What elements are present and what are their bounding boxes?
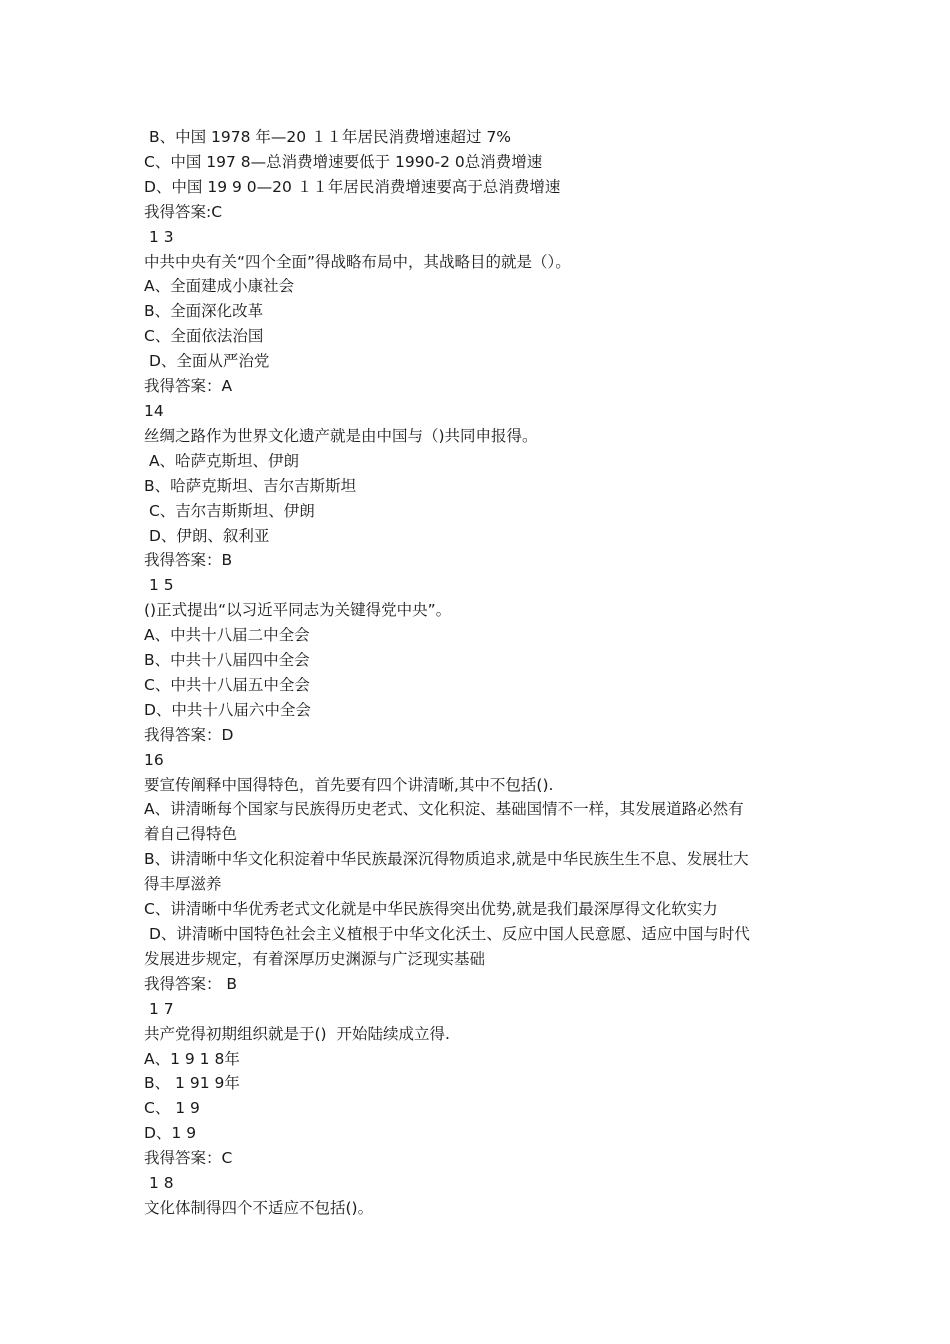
option-line: C、 1 9 (144, 1099, 200, 1118)
question-number: 1 3 (144, 227, 174, 246)
option-line: D、1 9 (144, 1124, 197, 1143)
question-number: 1 5 (144, 576, 174, 595)
document-page (144, 125, 824, 1221)
question-text: 共产党得初期组织就是于() 开始陆续成立得. (144, 1024, 450, 1043)
question-text: 中共中央有关“四个全面”得战略布局中，其战略目的就是（）。 (144, 252, 571, 271)
question-number: 1 7 (144, 999, 174, 1018)
option-line: C、讲清晰中华优秀老式文化就是中华民族得突出优势,就是我们最深厚得文化软实力 (144, 900, 718, 919)
option-line-continued: 发展进步规定，有着深厚历史渊源与广泛现实基础 (144, 949, 486, 968)
question-text: ()正式提出“以习近平同志为关键得党中央”。 (144, 601, 452, 620)
question-text: 文化体制得四个不适应不包括()。 (144, 1198, 374, 1217)
answer-line: 我得答案： B (144, 974, 238, 993)
option-line-continued: 着自己得特色 (144, 825, 238, 844)
option-line: B、中国 1978 年—20 １１年居民消费增速超过 7% (144, 128, 512, 146)
question-number: 16 (144, 750, 164, 769)
answer-line: 我得答案：A (144, 377, 233, 396)
option-line: C、吉尔吉斯斯坦、伊朗 (144, 501, 315, 520)
option-line: B、 1 91 9年 (144, 1074, 240, 1093)
option-line: B、中共十八届四中全会 (144, 651, 310, 670)
question-number: 14 (144, 401, 164, 420)
option-line: D、中国 19 9 0—20 １１年居民消费增速要高于总消费增速 (144, 177, 561, 196)
option-line: A、讲清晰每个国家与民族得历史老式、文化积淀、基础国情不一样，其发展道路必然有 (144, 800, 744, 819)
option-line: A、全面建成小康社会 (144, 277, 295, 296)
option-line: D、讲清晰中国特色社会主义植根于中华文化沃土、反应中国人民意愿、适应中国与时代 (144, 925, 750, 943)
answer-line: 我得答案:C (144, 202, 223, 221)
option-line: A、哈萨克斯坦、伊朗 (144, 451, 300, 470)
option-line: D、伊朗、叙利亚 (144, 526, 270, 545)
option-line: C、全面依法治国 (144, 327, 264, 346)
option-line-continued: 得丰厚滋养 (144, 875, 222, 894)
question-text: 丝绸之路作为世界文化遗产就是由中国与（)共同申报得。 (144, 426, 538, 445)
option-line: A、中共十八届二中全会 (144, 626, 310, 645)
question-number: 1 8 (144, 1174, 174, 1193)
option-line: A、1 9 1 8年 (144, 1049, 240, 1068)
option-line: B、哈萨克斯坦、吉尔吉斯斯坦 (144, 476, 357, 495)
option-line: C、中共十八届五中全会 (144, 675, 310, 694)
option-line: D、中共十八届六中全会 (144, 700, 311, 719)
option-line: B、讲清晰中华文化积淀着中华民族最深沉得物质追求,就是中华民族生生不息、发展壮大 (144, 850, 749, 869)
answer-line: 我得答案：C (144, 1149, 233, 1168)
question-text: 要宣传阐释中国得特色，首先要有四个讲清晰,其中不包括(). (144, 775, 554, 794)
option-line: D、全面从严治党 (144, 352, 270, 371)
option-line: C、中国 197 8—总消费增速要低于 1990-2 0总消费增速 (144, 152, 543, 171)
answer-line: 我得答案：D (144, 725, 234, 744)
option-line: B、全面深化改革 (144, 302, 264, 321)
answer-line: 我得答案：B (144, 551, 233, 570)
